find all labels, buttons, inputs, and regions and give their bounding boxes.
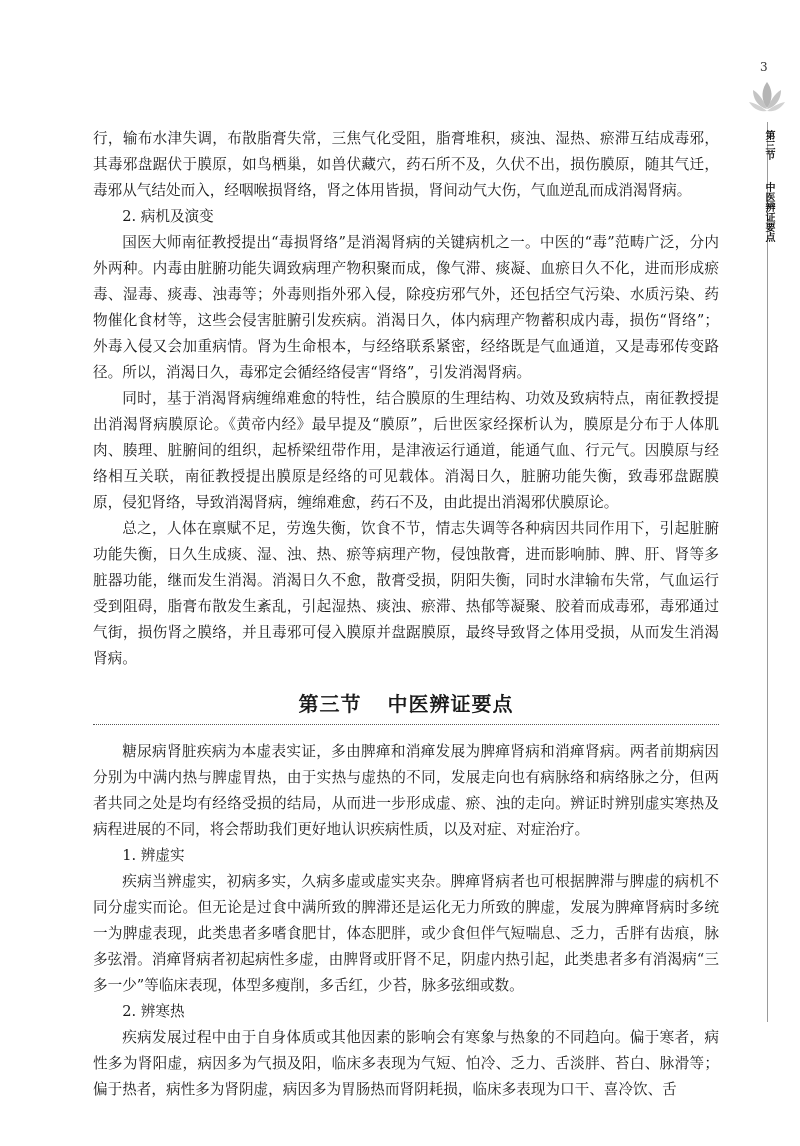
paragraph-continued: 行，输布水津失调，布散脂膏失常，三焦气化受阻，脂膏堆积，痰浊、湿热、瘀滞互结成毒邪，其毒邪盘踞伏于膜原，如鸟栖巢，如兽伏藏穴，药石所不及，久伏不出，损伤膜原，随其气迁，毒邪从气结处而入，经咽喉损肾络，肾之体用皆损，肾间动气大伤，气血逆乱而成消渴肾病。 <box>93 130 719 199</box>
side-label-section-title: 中医辨证要点 <box>763 182 774 242</box>
side-section-label <box>748 130 788 242</box>
paragraph: 同时，基于消渴肾病缠绵难愈的特性，结合膜原的生理结构、功效及致病特点，南征教授提出消渴肾病膜原论。《黄帝内经》最早提及“膜原”，后世医家经探析认为，膜原是分布于人体肌肉、腠理、脏腑间的组织，起桥梁纽带作用，是津液运行通道，能通气血、行元气。因膜原与经络相互关联，南征教授提出膜原是经络的可见载体。消渴日久，脏腑功能失衡，致毒邪盘踞膜原，侵犯肾络，导致消渴肾病，缠绵难愈，药石不及，由此提出消渴邪伏膜原论。 <box>93 390 719 511</box>
page-number: 3 <box>760 60 768 74</box>
lotus-logo-icon <box>745 78 789 118</box>
subheading-deficiency-excess: 1. 辨虚实 <box>122 847 185 864</box>
section-number: 第三节 <box>298 692 362 716</box>
page-content <box>93 126 719 1103</box>
section-heading <box>93 690 719 725</box>
paragraph: 国医大师南征教授提出“毒损肾络”是消渴肾病的关键病机之一。中医的“毒”范畴广泛，分内外两种。内毒由脏腑功能失调致病理产物积聚而成，像气滞、痰凝、血瘀日久不化，进而形成瘀毒、湿毒、痰毒、浊毒等；外毒则指外邪入侵，除疫疠邪气外，还包括空气污染、水质污染、药物催化食材等，这些会侵害脏腑引发疾病。消渴日久，体内病理产物蓄积成内毒，损伤“肾络”；外毒入侵又会加重病情。肾为生命根本，与经络联系紧密，经络既是气血通道，又是毒邪传变路径。所以，消渴日久，毒邪定会循经络侵害“肾络”，引发消渴肾病。 <box>93 234 719 381</box>
subheading-pathogenesis: 2. 病机及演变 <box>122 208 214 225</box>
subheading-cold-heat: 2. 辨寒热 <box>122 1003 185 1020</box>
paragraph: 糖尿病肾脏疾病为本虚表实证，多由脾瘅和消瘅发展为脾瘅肾病和消瘅肾病。两者前期病因分别为中满内热与脾虚胃热，由于实热与虚热的不同，发展走向也有病脉络和病络脉之分，但两者共同之处是均有经络受损的结局，从而进一步形成虚、瘀、浊的走向。辨证时辨别虚实寒热及病程进展的不同，将会帮助我们更好地认识疾病性质，以及对症、对症治疗。 <box>93 743 719 838</box>
paragraph: 总之，人体在禀赋不足，劳逸失衡，饮食不节，情志失调等各种病因共同作用下，引起脏腑功能失衡，日久生成痰、湿、浊、热、瘀等病理产物，侵蚀散膏，进而影响肺、脾、肝、肾等多脏器功能，继而发生消渴。消渴日久不愈，散膏受损，阴阳失衡，同时水津输布失常，气血运行受到阻碍，脂膏布散发生紊乱，引起湿热、痰浊、瘀滞、热郁等凝聚、胶着而成毒邪，毒邪通过气街，损伤肾之膜络，并且毒邪可侵入膜原并盘踞膜原，最终导致肾之体用受损，从而发生消渴肾病。 <box>93 520 719 667</box>
paragraph: 疾病当辨虚实，初病多实，久病多虚或虚实夹杂。脾瘅肾病者也可根据脾滞与脾虚的病机不同分虚实而论。但无论是过食中满所致的脾滞还是运化无力所致的脾虚，发展为脾瘅肾病时多统一为脾虚表现，此类患者多嗜食肥甘，体态肥胖，或少食但伴气短喘息、乏力，舌胖有齿痕，脉多弦滑。消瘅肾病者初起病性多虚，由脾肾或肝肾不足，阴虚内热引起，此类患者多有消渴病“三多一少”等临床表现，体型多瘦削，多舌红，少苔，脉多弦细或数。 <box>93 873 719 994</box>
side-divider <box>767 122 768 1022</box>
section-title: 中医辨证要点 <box>387 692 514 716</box>
side-label-section-number: 第三节 <box>763 130 774 160</box>
paragraph: 疾病发展过程中由于自身体质或其他因素的影响会有寒象与热象的不同趋向。偏于寒者，病性多为肾阳虚，病因多为气损及阳，临床多表现为气短、怕冷、乏力、舌淡胖、苔白、脉滑等；偏于热者，病性多为肾阴虚，病因多为胃肠热而肾阴耗损，临床多表现为口干、喜冷饮、舌 <box>93 1029 719 1098</box>
section-dotted-rule <box>93 724 719 725</box>
